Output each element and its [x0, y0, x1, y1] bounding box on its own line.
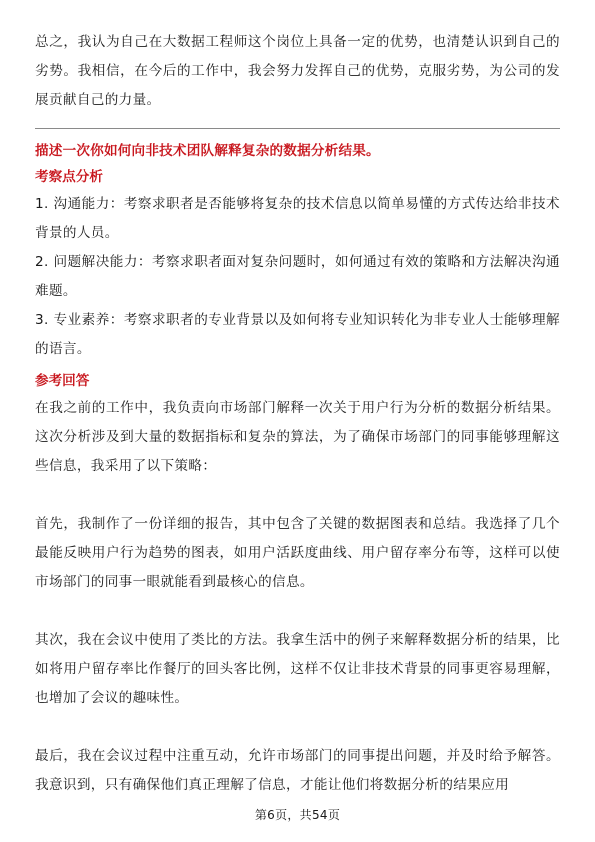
answer-paragraph: 最后，我在会议过程中注重互动，允许市场部门的同事提出问题，并及时给予解答。我意识到，只有确保他们真正理解了信息，才能让他们将数据分析的结果应用 — [35, 748, 560, 793]
answer-paragraph: 首先，我制作了一份详细的报告，其中包含了关键的数据图表和总结。我选择了几个最能反映用户行为趋势的图表，如用户活跃度曲线、用户留存率分布等，这样可以使市场部门的同事一眼就能看到最核心的信息。 — [35, 516, 560, 590]
answer-paragraph: 其次，我在会议中使用了类比的方法。我拿生活中的例子来解释数据分析的结果，比如将用户留存率比作餐厅的回头客比例，这样不仅让非技术背景的同事更容易理解，也增加了会议的趣味性。 — [35, 632, 560, 706]
paragraph-spacer — [35, 597, 560, 626]
document-page — [35, 28, 560, 800]
analysis-heading: 考察点分析 — [35, 169, 103, 185]
section-divider — [35, 128, 560, 129]
page-number: 第6页，共54页 — [254, 808, 341, 822]
analysis-item-problem-solving: 2. 问题解决能力：考察求职者面对复杂问题时，如何通过有效的策略和方法解决沟通难题。 — [35, 254, 560, 299]
answer-paragraph: 在我之前的工作中，我负责向市场部门解释一次关于用户行为分析的数据分析结果。这次分析涉及到大量的数据指标和复杂的算法，为了确保市场部门的同事能够理解这些信息，我采用了以下策略： — [35, 400, 560, 474]
paragraph-spacer — [35, 481, 560, 510]
intro-paragraph: 总之，我认为自己在大数据工程师这个岗位上具备一定的优势，也清楚认识到自己的劣势。我相信，在今后的工作中，我会努力发挥自己的优势，克服劣势，为公司的发展贡献自己的力量。 — [35, 34, 560, 108]
answer-heading: 参考回答 — [35, 373, 90, 389]
question-title: 描述一次你如何向非技术团队解释复杂的数据分析结果。 — [35, 143, 380, 159]
analysis-item-professionalism: 3. 专业素养：考察求职者的专业背景以及如何将专业知识转化为非专业人士能够理解的语言。 — [35, 312, 560, 357]
paragraph-spacer — [35, 713, 560, 742]
analysis-item-communication: 1. 沟通能力：考察求职者是否能够将复杂的技术信息以简单易懂的方式传达给非技术背景的人员。 — [35, 196, 560, 241]
